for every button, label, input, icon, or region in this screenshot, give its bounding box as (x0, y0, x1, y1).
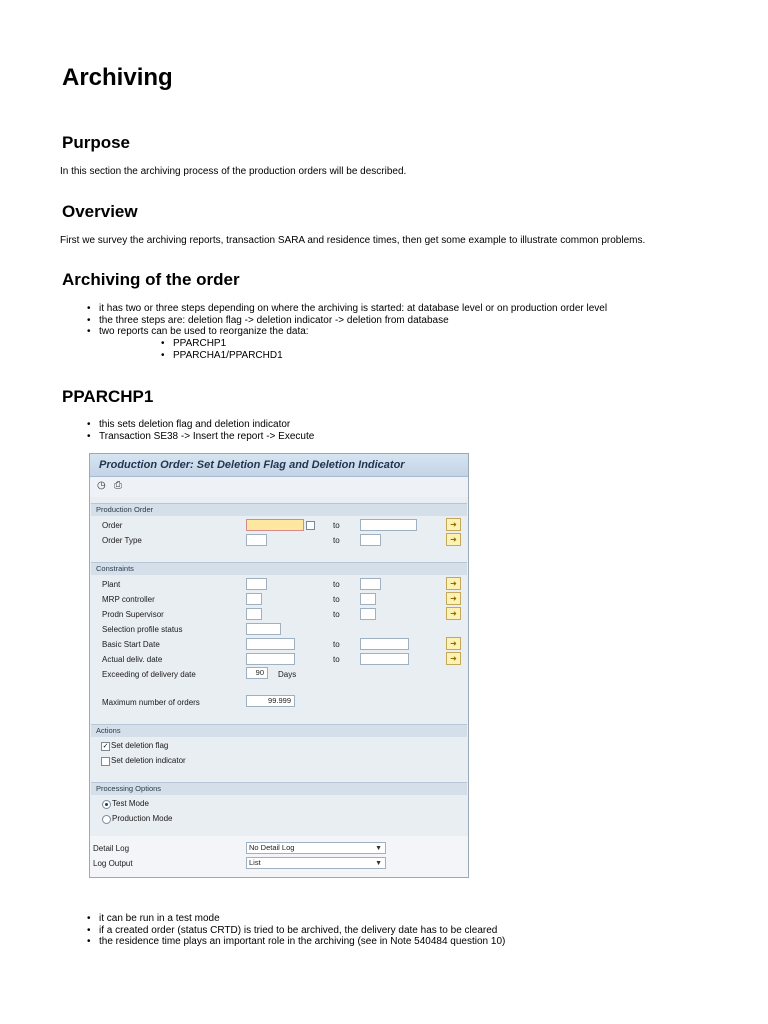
exceeding-delivery-date-label: Exceeding of delivery date (102, 670, 196, 679)
selection-profile-status-label: Selection profile status (102, 625, 183, 634)
page-title: Archiving (62, 64, 173, 91)
days-label: Days (278, 670, 297, 679)
mrp-controller-from-input[interactable] (246, 593, 262, 605)
execute-icon[interactable]: ◷ (97, 480, 106, 491)
multiple-selection-button[interactable]: ➜ (446, 577, 461, 590)
reports-sub-list (161, 338, 283, 361)
chevron-down-icon: ▼ (375, 845, 382, 852)
to-label: to (333, 536, 340, 545)
mrp-controller-to-input[interactable] (360, 593, 376, 605)
list-item: • if a created order (status CRTD) is tried to be archived, the delivery date has to be cleared (87, 925, 505, 937)
exceeding-delivery-date-input[interactable]: 90 (246, 667, 268, 679)
test-mode-radio[interactable] (102, 800, 111, 809)
max-orders-input[interactable]: 99.999 (246, 695, 295, 707)
order-to-input[interactable] (360, 519, 417, 531)
to-label: to (333, 595, 340, 604)
pparchp1-heading: PPARCHP1 (62, 387, 154, 406)
notes-list (87, 913, 505, 948)
list-item: • Transaction SE38 -> Insert the report -> Execute (87, 431, 314, 443)
archiving-order-heading: Archiving of the order (62, 270, 240, 289)
order-type-from-input[interactable] (246, 534, 267, 546)
list-item: • two reports can be used to reorganize the data: (87, 326, 607, 338)
search-help-icon[interactable] (306, 521, 315, 530)
order-from-input[interactable] (246, 519, 304, 531)
section-actions: Actions (91, 724, 467, 737)
prodn-supervisor-to-input[interactable] (360, 608, 376, 620)
actual-deliv-date-to-input[interactable] (360, 653, 409, 665)
production-mode-label: Production Mode (112, 814, 173, 823)
set-deletion-flag-checkbox[interactable]: ✓ (102, 743, 109, 750)
sap-screenshot (89, 453, 469, 878)
purpose-text: In this section the archiving process of the production orders will be described. (60, 166, 407, 177)
actual-deliv-date-label: Actual deliv. date (102, 655, 163, 664)
basic-start-date-label: Basic Start Date (102, 640, 160, 649)
set-deletion-indicator-label: Set deletion indicator (111, 756, 186, 765)
basic-start-date-from-input[interactable] (246, 638, 295, 650)
overview-text: First we survey the archiving reports, transaction SARA and residence times, then get some example to illustrate common problems. (60, 235, 646, 246)
chevron-down-icon: ▼ (375, 860, 382, 867)
sap-screen-title: Production Order: Set Deletion Flag and Deletion Indicator (99, 459, 405, 471)
log-output-label: Log Output (93, 859, 133, 868)
selection-profile-status-input[interactable] (246, 623, 281, 635)
test-mode-label: Test Mode (112, 799, 149, 808)
to-label: to (333, 640, 340, 649)
to-label: to (333, 580, 340, 589)
multiple-selection-button[interactable]: ➜ (446, 652, 461, 665)
actual-deliv-date-from-input[interactable] (246, 653, 295, 665)
mrp-controller-label: MRP controller (102, 595, 155, 604)
multiple-selection-button[interactable]: ➜ (446, 637, 461, 650)
multiple-selection-button[interactable]: ➜ (446, 592, 461, 605)
list-item: • the residence time plays an important role in the archiving (see in Note 540484 question 10) (87, 936, 505, 948)
list-item: • PPARCHP1 (161, 338, 283, 350)
section-constraints: Constraints (91, 562, 467, 575)
purpose-heading: Purpose (62, 133, 131, 152)
plant-label: Plant (102, 580, 121, 589)
max-orders-label: Maximum number of orders (102, 698, 200, 707)
list-item: • it can be run in a test mode (87, 913, 505, 925)
order-label: Order (102, 521, 123, 530)
prodn-supervisor-label: Prodn Supervisor (102, 610, 164, 619)
order-type-label: Order Type (102, 536, 142, 545)
detail-log-select[interactable]: No Detail Log ▼ (246, 842, 386, 854)
variant-icon[interactable]: ⎙ (114, 480, 122, 491)
multiple-selection-button[interactable]: ➜ (446, 518, 461, 531)
list-item: • the three steps are: deletion flag -> deletion indicator -> deletion from database (87, 315, 607, 327)
list-item: • it has two or three steps depending on where the archiving is started: at database level or on production order level (87, 303, 607, 315)
to-label: to (333, 610, 340, 619)
detail-log-label: Detail Log (93, 844, 130, 853)
to-label: to (333, 521, 340, 530)
sap-title-bar (90, 454, 468, 477)
list-item: • PPARCHA1/PPARCHD1 (161, 350, 283, 362)
basic-start-date-to-input[interactable] (360, 638, 409, 650)
list-item: • this sets deletion flag and deletion indicator (87, 419, 314, 431)
overview-heading: Overview (62, 202, 138, 221)
sap-toolbar (90, 477, 468, 497)
set-deletion-indicator-checkbox[interactable] (101, 757, 110, 766)
production-mode-radio[interactable] (102, 815, 111, 824)
order-type-to-input[interactable] (360, 534, 381, 546)
plant-from-input[interactable] (246, 578, 267, 590)
multiple-selection-button[interactable]: ➜ (446, 533, 461, 546)
archiving-order-list (87, 303, 607, 338)
section-production-order: Production Order (91, 503, 467, 516)
to-label: to (333, 655, 340, 664)
multiple-selection-button[interactable]: ➜ (446, 607, 461, 620)
set-deletion-flag-label: Set deletion flag (111, 741, 169, 750)
log-output-select[interactable]: List ▼ (246, 857, 386, 869)
pparchp1-list (87, 419, 314, 442)
section-processing-options: Processing Options (91, 782, 467, 795)
plant-to-input[interactable] (360, 578, 381, 590)
prodn-supervisor-from-input[interactable] (246, 608, 262, 620)
